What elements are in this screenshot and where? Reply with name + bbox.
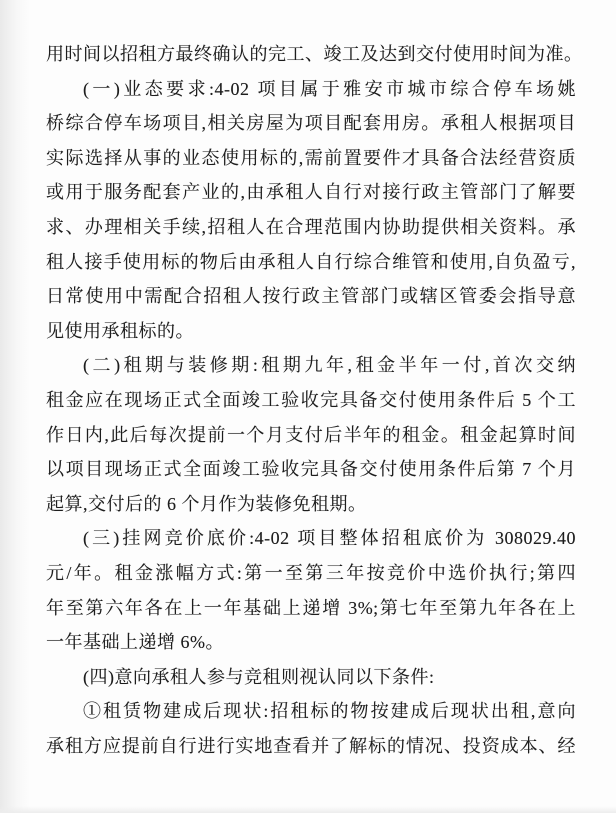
text-line: 见使用承租标的。	[46, 320, 194, 341]
text-line: (三)挂网竞价底价:4-02 项目整体招租底价为 308029.40	[83, 528, 576, 549]
text-line: 一年基础上递增 6%。	[46, 632, 224, 653]
page-text	[46, 37, 583, 763]
text-line: (四)意向承租人参与竞租则视认同以下条件:	[83, 666, 435, 687]
text-line: 作日内,此后每次提前一个月支付后半年的租金。租金起算时间	[46, 424, 576, 445]
text-line: 或用于服务配套产业的,由承租人自行对接行政主管部门了解要	[46, 182, 576, 203]
scan-left-shadow	[0, 0, 30, 813]
text-line: 实际选择从事的业态使用标的,需前置要件才具备合法经营资质	[46, 147, 576, 168]
text-line: 年至第六年各在上一年基础上递增 3%;第七年至第九年各在上	[46, 597, 576, 618]
text-line: (一)业态要求:4-02 项目属于雅安市城市综合停车场姚	[83, 78, 576, 99]
text-line: 求、办理相关手续,招租人在合理范围内协助提供相关资料。承	[46, 216, 576, 237]
text-line: ①租赁物建成后现状:招租标的物按建成后现状出租,意向	[83, 701, 576, 722]
text-line: 日常使用中需配合招租人按行政主管部门或辖区管委会指导意	[46, 286, 576, 307]
text-line: 以项目现场正式全面竣工验收完具备交付使用条件后第 7 个月	[46, 459, 576, 480]
scan-bottom-edge	[0, 806, 616, 813]
text-line: 承租方应提前自行进行实地查看并了解标的情况、投资成本、经	[46, 735, 576, 756]
text-line: 用时间以招租方最终确认的完工、竣工及达到交付使用时间为准。	[46, 44, 583, 64]
text-line: 元/年。租金涨幅方式:第一至第三年按竞价中选价执行;第四	[46, 562, 576, 583]
text-line: 租金应在现场正式全面竣工验收完具备交付使用条件后 5 个工	[46, 389, 576, 410]
text-line: 起算,交付后的 6 个月作为装修免租期。	[46, 493, 367, 514]
text-line: 桥综合停车场项目,相关房屋为项目配套用房。承租人根据项目	[46, 113, 576, 134]
text-line: 租人接手使用标的物后由承租人自行综合维管和使用,自负盈亏,	[46, 251, 576, 272]
text-line: (二)租期与装修期:租期九年,租金半年一付,首次交纳	[83, 355, 576, 376]
